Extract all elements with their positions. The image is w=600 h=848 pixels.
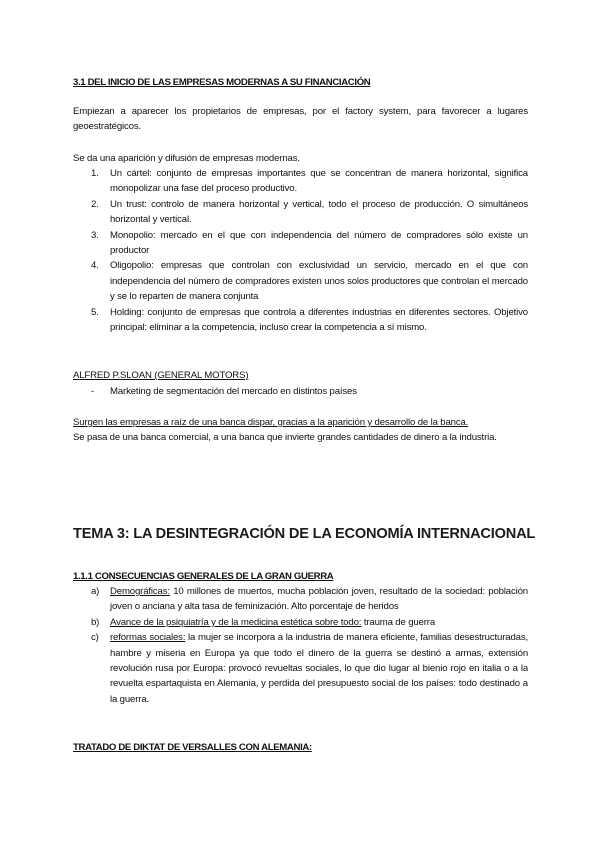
consequences-list [73,584,528,707]
list-item-text: Monopolio: mercado en el que con independencia del número de compradores sólo existe un productor [110,229,528,257]
item-label: reformas sociales: [110,632,186,644]
list-item [73,258,528,304]
list-letter: a) [91,586,100,597]
list-item-text: Marketing de segmentación del mercado en distintos países [110,386,357,397]
list-item-text: Holding: conjunto de empresas que controla a diferentes industrias en diferentes sectores. Objetivo principal: eliminar a la competencia, incluso crear la competencia a sí mismo. [110,306,528,334]
list-item [73,166,528,197]
list-intro: Se da una aparición y difusión de empresas modernas. [73,153,300,164]
list-item-text: la mujer se incorpora a la industria de manera eficiente, familias desestructuradas, hambre y miseria en Europa ya que todo el dinero de la guerra se destinó a armas, extensión revolución rusa por Europa: provocó revueltas sociales, lo que dio lugar al bienio rojo en italia o a la revuelta espartaquista en Alemania, y perdida del presupuesto social de los países: todo destinado a la guerra. [110,632,528,705]
list-item [73,615,528,630]
list-item [73,584,528,615]
banca-underlined-sentence: Surgen las empresas a raíz de una banca dispar, gracias a la aparición y desarrollo de la banca. [73,417,469,428]
section-heading-1-1-1: 1.1.1 CONSECUENCIAS GENERALES DE LA GRAN GUERRA [73,571,334,582]
list-item-text: Un trust: controlo de manera horizontal y vertical, todo el proceso de producción. O simultáneos horizontal y vertical. [110,198,528,226]
list-item [73,228,528,259]
list-number: 5. [91,306,99,318]
list-item [73,630,528,707]
list-number: 2. [91,198,99,210]
sloan-bullet-list [73,384,528,399]
list-number: 4. [91,260,99,272]
list-item-text: Un cártel: conjunto de empresas importantes que se concentran de manera horizontal, significa monopolizar una fase del proceso productivo. [110,168,528,195]
list-number: 3. [91,229,99,241]
list-letter: c) [91,632,99,644]
intro-paragraph: Empiezan a aparecer los propietarios de empresas, por el factory system, para favorecer a lugares geoestratégicos. [73,106,528,133]
tema-3-title: TEMA 3: LA DESINTEGRACIÓN DE LA ECONOMÍA INTERNACIONAL [73,526,536,542]
section-heading-3-1: 3.1 DEL INICIO DE LAS EMPRESAS MODERNAS A SU FINANCIACIÓN [73,77,371,88]
sloan-heading: ALFRED P.SLOAN (GENERAL MOTORS) [73,370,249,381]
dash-marker: - [91,386,95,397]
list-item-text: 10 millones de muertos, mucha población joven, resultado de la sociedad: población joven o anciana y alta tasa de feminización. Alto porcentaje de heridos [110,586,528,613]
list-item [73,197,528,228]
list-item-text: Oligopolio: empresas que controlan con exclusividad un servicio, mercado en el que con independencia del número de compradores existen unos solos productores que controlan el mercado y se lo reparten de manera conjunta [110,260,528,303]
list-item [73,305,528,336]
list-letter: b) [91,616,100,628]
item-label: Avance de la psiquiatría y de la medicina estética sobre todo: [110,616,362,628]
list-item-text: trauma de guerra [361,616,436,628]
company-types-list [73,166,528,335]
tratado-heading: TRATADO DE DIKTAT DE VERSALLES CON ALEMANIA: [73,742,312,753]
banca-paragraph: Se pasa de una banca comercial, a una banca que invierte grandes cantidades de dinero a la industria. [73,432,497,443]
list-number: 1. [91,168,99,179]
list-item [73,384,528,399]
item-label: Demográficas: [110,586,170,597]
